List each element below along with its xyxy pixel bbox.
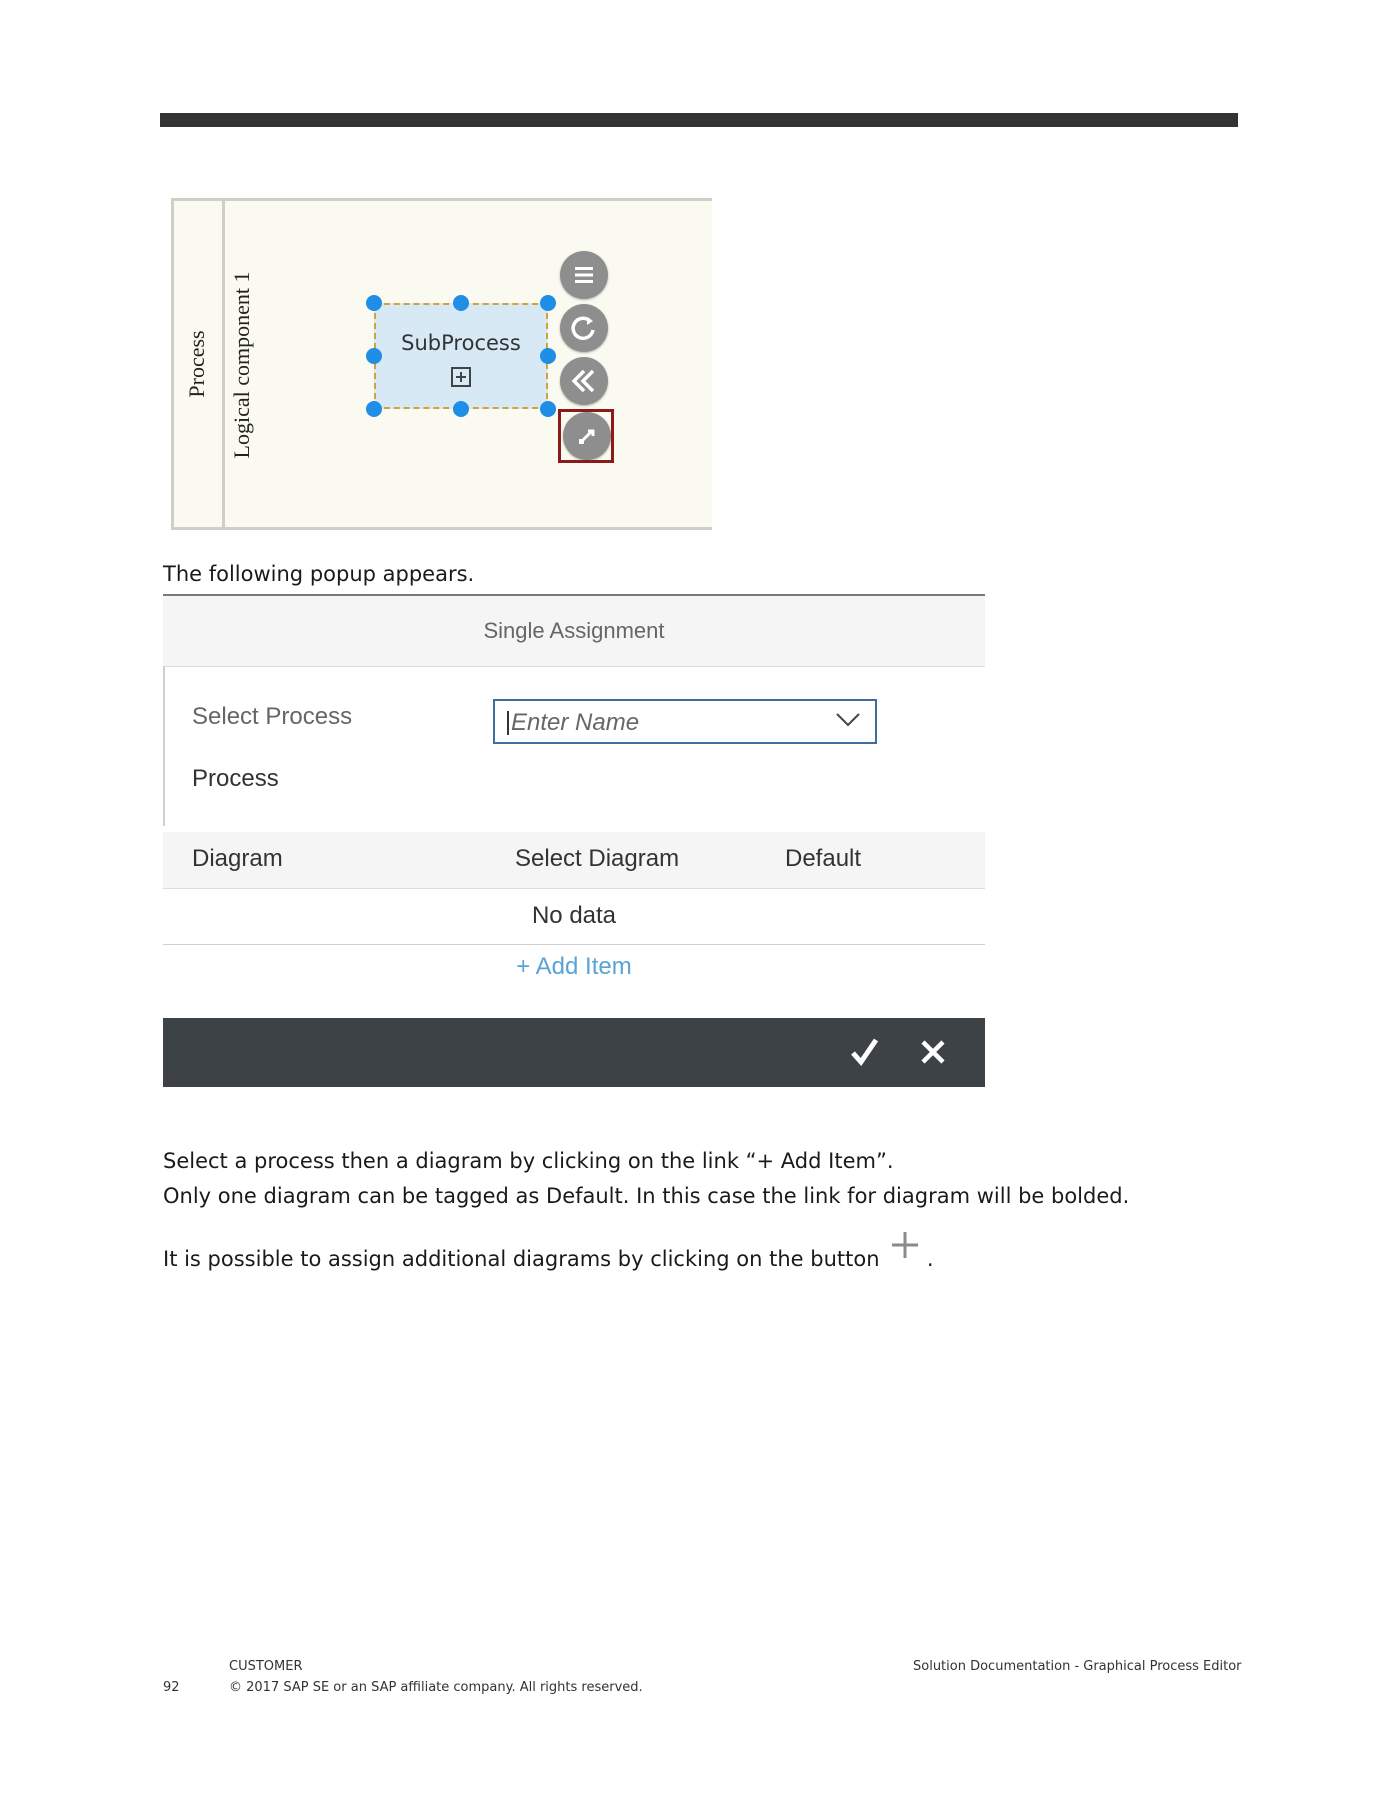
page-number: 92 [163, 1680, 180, 1695]
resize-handle[interactable] [540, 401, 556, 417]
single-assignment-dialog [163, 594, 985, 1085]
instruction-line-3-text: It is possible to assign additional diagrams by clicking on the button [163, 1247, 880, 1271]
select-process-label: Select Process [192, 703, 353, 730]
refresh-icon[interactable] [560, 304, 608, 352]
subprocess-label: SubProcess [401, 331, 521, 355]
no-data-text: No data [531, 902, 617, 929]
lane-divider [222, 201, 225, 527]
subprocess-shape[interactable] [374, 303, 548, 409]
close-icon[interactable] [911, 1030, 955, 1074]
lane-label: Logical component 1 [229, 271, 254, 459]
add-item-link[interactable]: + Add Item [516, 953, 632, 980]
column-header-default: Default [785, 845, 862, 872]
column-header-diagram: Diagram [192, 845, 283, 872]
plus-icon [890, 1230, 920, 1260]
table-row [163, 888, 985, 945]
resize-handle[interactable] [366, 401, 382, 417]
footer-category: CUSTOMER [229, 1659, 303, 1674]
instruction-line-1: Select a process then a diagram by clicking on the link “+ Add Item”. [163, 1149, 894, 1173]
resize-handle[interactable] [453, 401, 469, 417]
process-label: Process [192, 765, 279, 792]
process-combobox[interactable] [493, 699, 877, 744]
column-header-select-diagram: Select Diagram [515, 845, 680, 872]
instruction-line-3 [163, 1230, 934, 1271]
intro-text: The following popup appears. [163, 562, 475, 586]
pool-label: Process [184, 330, 209, 398]
resize-handle[interactable] [453, 295, 469, 311]
document-title: Solution Documentation - Graphical Process Editor [913, 1659, 1242, 1674]
table-header [163, 832, 985, 889]
resize-handle[interactable] [366, 295, 382, 311]
list-icon[interactable] [560, 251, 608, 299]
bpmn-pool [171, 198, 712, 530]
dialog-title: Single Assignment [483, 618, 665, 643]
instruction-line-2: Only one diagram can be tagged as Default. In this case the link for diagram will be bolded. [163, 1184, 1130, 1208]
resize-handle[interactable] [540, 295, 556, 311]
check-icon[interactable] [843, 1030, 887, 1074]
dialog-footer [163, 1018, 985, 1087]
copyright: © 2017 SAP SE or an SAP affiliate company. All rights reserved. [229, 1680, 643, 1695]
chevron-down-icon[interactable] [835, 710, 861, 730]
highlight-box [558, 409, 614, 463]
header-rule [160, 113, 1238, 127]
expand-icon[interactable] [451, 367, 471, 387]
dialog-header [163, 596, 985, 667]
process-name-input[interactable] [509, 707, 813, 739]
dialog-edge [163, 666, 165, 826]
resize-handle[interactable] [366, 348, 382, 364]
resize-handle[interactable] [540, 348, 556, 364]
instruction-line-3-end: . [926, 1247, 934, 1271]
rewind-icon[interactable] [560, 357, 608, 405]
